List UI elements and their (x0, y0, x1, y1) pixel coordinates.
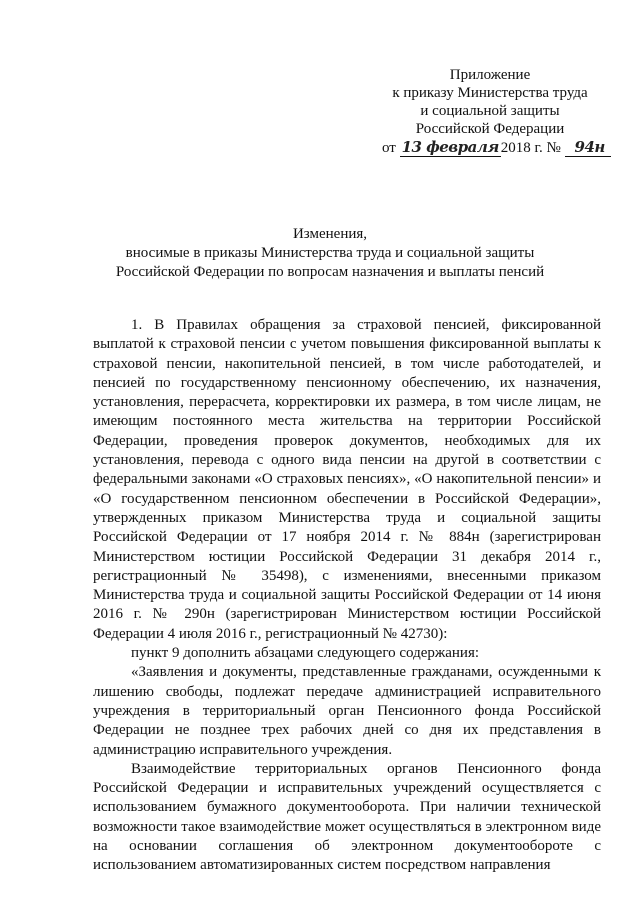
appendix-label: Приложение (449, 67, 531, 83)
document-title (60, 225, 600, 282)
body-paragraph-4: Взаимодействие территориальных органов Пенсионного фонда Российской Федерации и исправительных учреждений осуществляется с использованием бумажного документооборота. При наличии технической возможности такое взаимодействие может осуществляться в электронном виде на основании соглашения об электронном документообороте с использованием автоматизированных систем посредством направления (93, 760, 601, 874)
body-paragraph-3: «Заявления и документы, представленные гражданами, осужденными к лишению свободы, подлежат передаче администрацией исправительного учреждения в территориальный орган Пенсионного фонда Российской Федерации не позднее трех рабочих дней со дня их представления в администрацию исправительного учреждения. (93, 664, 601, 758)
date-year: 2018 г. № (500, 140, 561, 156)
handwritten-date: 13 февраля (401, 138, 499, 156)
document-body (93, 316, 601, 876)
body-paragraph-2: пункт 9 дополнить абзацами следующего содержания: (131, 645, 480, 662)
title-line-3: Российской Федерации по вопросам назначения и выплаты пенсий (115, 264, 545, 280)
date-prefix: от (382, 140, 396, 156)
body-paragraph-1: 1. В Правилах обращения за страховой пенсией, фиксированной выплатой к страховой пенсии с учетом повышения фиксированной выплаты к страховой пенсии, накопительной пенсией, в том числе работодателей, и пенсией по государственному пенсионному обеспечению, их назначения, установления, перерасчета, корректировки их размера, в том числе лицам, не имеющим постоянного места жительства на территории Российской Федерации, проведения проверок документов, необходимых для их установления, перевода с одного вида пенсии на другой в соответствии с федеральными законами «О страховых пенсиях», «О накопительной пенсии» и «О государственном пенсионном обеспечении в Российской Федерации», утвержденных приказом Министерства труда и социальной защиты Российской Федерации от 17 ноября 2014 г. № 884н (зарегистрирован Министерством юстиции Российской Федерации 31 декабря 2014 г., регистрационный № 35498), с изменениями, внесенными приказом Министерства труда и социальной защиты Российской Федерации от 14 июня 2016 г. № 290н (зарегистрирован Министерством юстиции Российской Федерации 4 июля 2016 г., регистрационный № 42730): (93, 317, 601, 642)
appendix-header (380, 66, 605, 157)
appendix-ministry-line: и социальной защиты (420, 103, 560, 119)
title-line-1: Изменения, (292, 226, 368, 242)
appendix-order-ref: к приказу Министерства труда (392, 85, 588, 101)
handwritten-order-number: 94н (565, 138, 611, 157)
appendix-country-line: Российской Федерации (415, 121, 565, 137)
title-line-2: вносимые в приказы Министерства труда и социальной защиты (125, 245, 535, 261)
appendix-date-line (382, 138, 605, 157)
